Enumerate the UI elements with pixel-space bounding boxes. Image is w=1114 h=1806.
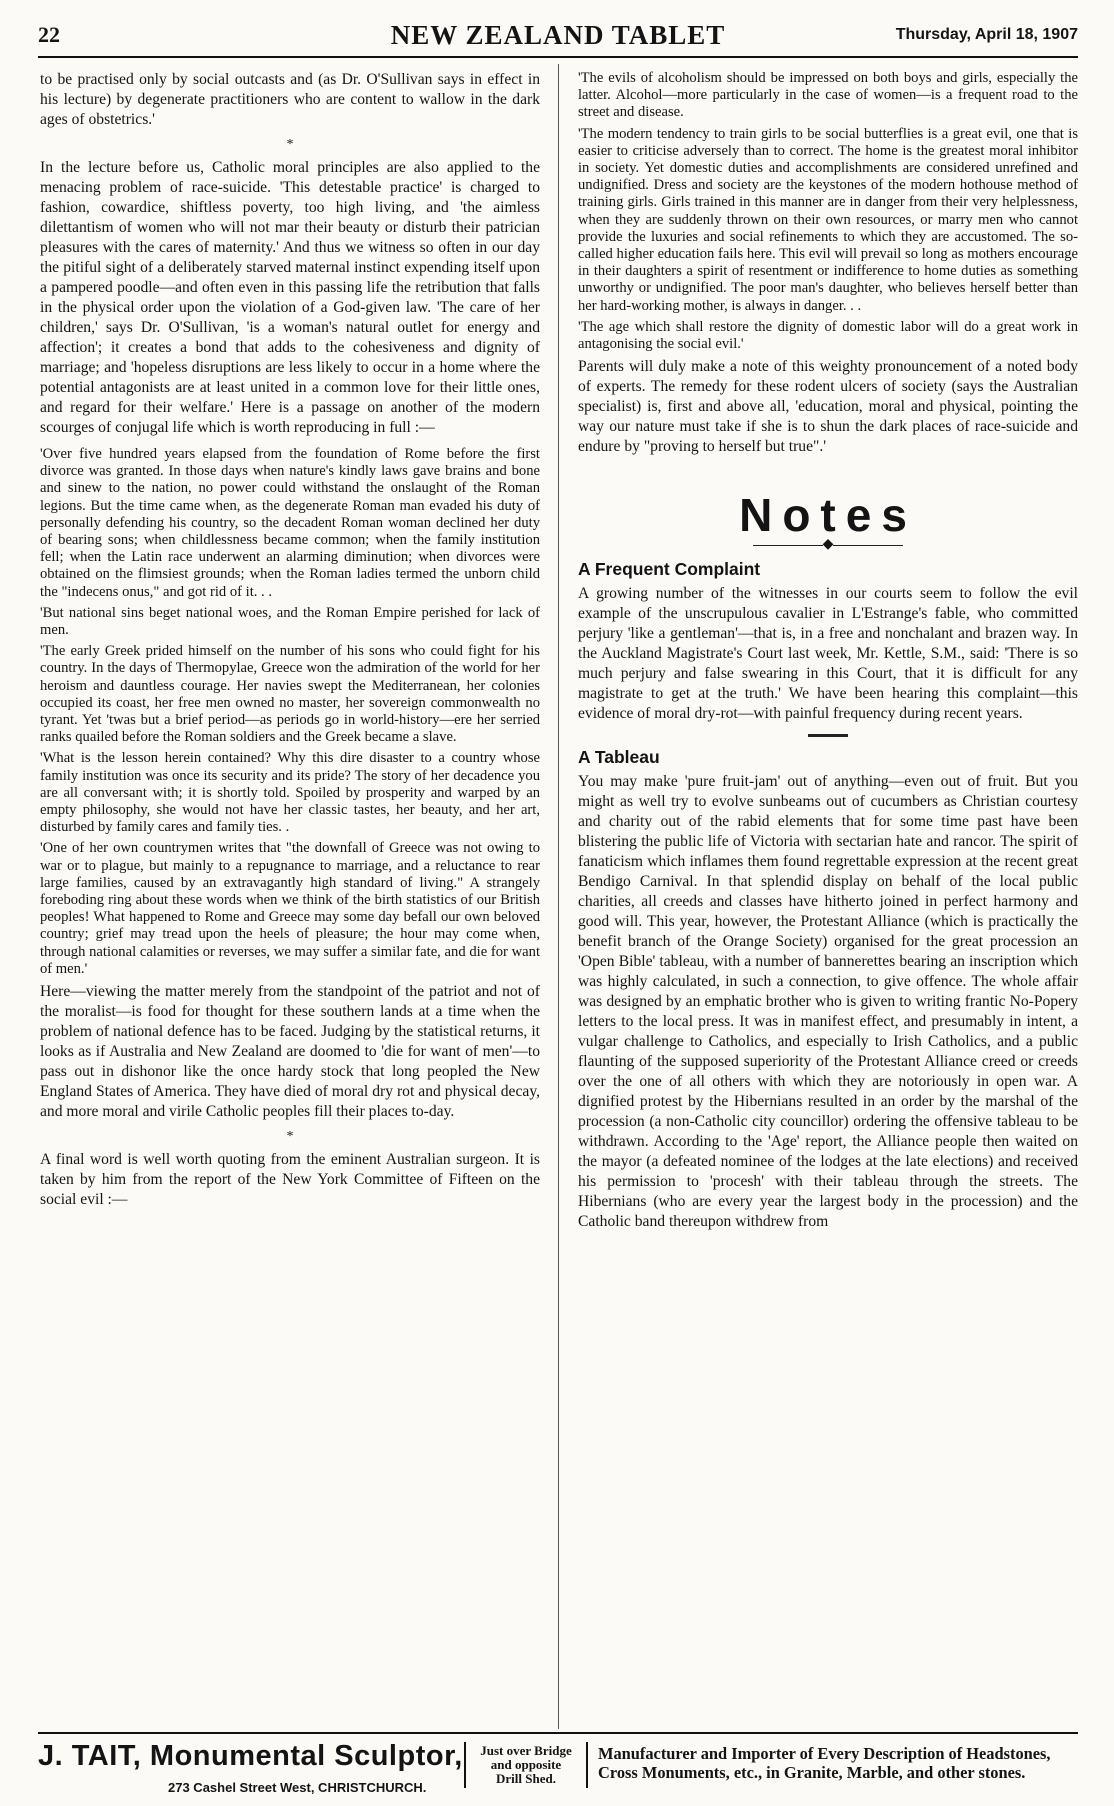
quote-paragraph: 'What is the lesson herein contained? Why this dire disaster to a country whose family institution was once its security and its pride? The story of her decadence you are all conversant with; it is shortly told. Spoiled by prosperity and warped by an empty philosophy, she would not have her classic tastes, her beauty, and her art, disturbed by family cares and family ties. . — [40, 750, 540, 836]
quote-paragraph: 'Over five hundred years elapsed from the foundation of Rome before the first divorce was granted. In those days when nature's kindly laws gave brains and bone and sinew to the nation, no power could withstand the onslaught of the Roman legions. But the time came when, as the degenerate Roman man evaded his duty of personally defending his country, so the decadent Roman woman declined her duty of bearing sons; when childlessness became common; when the family institution fell; when the Latin race underwent an alarming diminution; when divorces were obtained on the flimsiest grounds; when the Roman ladies termed the unborn child the "indecens onus," and got rid of it. . . — [40, 446, 540, 600]
issue-date: Thursday, April 18, 1907 — [895, 26, 1078, 43]
header-rule — [38, 56, 1078, 58]
paragraph: A final word is well worth quoting from the eminent Australian surgeon. It is taken by him from the report of the New York Committee of Fifteen on the social evil :— — [40, 1151, 540, 1209]
location-line: Just over Bridge — [480, 1743, 572, 1758]
notes-title: Notes — [739, 489, 917, 542]
paragraph: A growing number of the witnesses in our courts seem to follow the evil example of the unscrupulous cavalier in L'Estrange's fable, who committed perjury 'like a gentleman'—that is, in a free and nonchalant and brazen way. In the Auckland Magistrate's Court last week, Mr. Kettle, S.M., said: 'There is so much perjury and false swearing in this Court, that it is difficult for any magistrate to get at the truth.' We have been hearing this complaint—this evidence of moral dry-rot—with painful frequency during recent years. — [578, 585, 1078, 723]
section-break: * — [286, 1129, 294, 1145]
quote-paragraph: 'But national sins beget national woes, and the Roman Empire perished for lack of men. — [40, 604, 540, 639]
advertiser-description: Manufacturer and Importer of Every Description of Headstones, Cross Monuments, etc., in Granite, Marble, and other stones. — [598, 1744, 1051, 1782]
quote-paragraph: 'The evils of alcoholism should be impressed on both boys and girls, especially the latter. Alcohol—more particularly in the case of women—is a frequent road to the street and disease. — [578, 70, 1078, 121]
advertiser-name: J. TAIT, Monumental Sculptor, — [38, 1740, 463, 1772]
column-divider — [558, 64, 559, 1729]
paragraph: to be practised only by social outcasts and (as Dr. O'Sullivan says in effect in his lecture) by degenerate practitioners who are content to wallow in the dark ages of obstetrics.' — [40, 71, 540, 128]
paragraph: Parents will duly make a note of this weighty pronouncement of a noted body of experts. The remedy for these rodent ulcers of society (says the Australian specialist) is, first and above all, 'education, moral and physical, pointing the way our nature must take if she is to shun the dark places of race-suicide and endure by "proving to herself but true".' — [578, 358, 1078, 456]
left-column — [40, 70, 540, 1218]
right-column — [578, 70, 1078, 1240]
footer-rule — [38, 1732, 1078, 1734]
paragraph: Here—viewing the matter merely from the standpoint of the patriot and not of the moralist—is food for thought for these southern lands at a time when the problem of national defence has to be faced. Judging by the statistical returns, it looks as if Australia and New Zealand are doomed to 'die for want of men'—to pass out in dishonor like the once hardy stock that long peopled the New England States of America. They have died of moral dry rot and physical decay, and more moral and virile Catholic peoples fill their places to-day. — [40, 983, 540, 1121]
advertisement — [38, 1740, 1078, 1800]
quote-paragraph: 'The early Greek prided himself on the number of his sons who could fight for his country. In the days of Thermopylae, Greece won the admiration of the world for her heroism and dauntless courage. Her navies swept the Mediterranean, her colonies occupied its coast, her free men owned no master, her sovereign commonwealth no tyrant. Yet 'twas but a brief period—as periods go in world-history—ere her serried ranks quailed before the Roman soldiers and the Greek became a slave. — [40, 643, 540, 746]
page-number: 22 — [38, 22, 60, 47]
masthead-title: NEW ZEALAND TABLET — [390, 20, 726, 50]
article-heading: A Frequent Complaint — [578, 559, 761, 580]
article-heading: A Tableau — [578, 747, 660, 768]
quote-paragraph: 'The age which shall restore the dignity of domestic labor will do a great work in antagonising the social evil.' — [578, 318, 1078, 353]
ornament-divider-icon: ◆ — [578, 539, 1078, 551]
location-box — [464, 1742, 588, 1788]
page-header — [38, 20, 1078, 54]
location-line: and opposite — [490, 1757, 562, 1772]
quote-paragraph: 'One of her own countrymen writes that "the downfall of Greece was not owing to war or to plague, but mainly to a repugnance to marriage, and a reluctance to rear large families, caused by an extravagantly high standard of living." A strangely foreboding ring about these words when we think of the birth statistics of our British peoples! What happened to Rome and Greece may some day befall our own beloved country; grief may tread upon the heels of pleasure; the hour may come when, through national calamities or reverses, we may suffer a similar fate, and die for want of men.' — [40, 840, 540, 977]
advertiser-address: 273 Cashel Street West, CHRISTCHURCH. — [168, 1780, 427, 1795]
location-line: Drill Shed. — [496, 1771, 556, 1786]
section-break: * — [286, 137, 294, 152]
notes-heading — [578, 491, 1078, 551]
paragraph: In the lecture before us, Catholic moral principles are also applied to the menacing problem of race-suicide. 'This detestable practice' is charged to fashion, cowardice, shiftless poverty, too high living, and 'the aimless dilettantism of women who will not mar their beauty or disturb their patrician pleasures with the cares of maternity.' And thus we witness so often in our day the pitiful sight of a deliberately starved maternal instinct expending itself upon a pampered poodle—and often even in this passing life the retribution that falls in the physical order upon the violation of a God-given law. 'The care of her children,' says Dr. O'Sullivan, 'is a woman's natural outlet for energy and affection'; it creates a bond that adds to the cohesiveness and dignity of marriage; and 'hopeless disruptions are less likely to occur in a home where the potential antagonists are at least united in a common love for their little ones, and regard for their welfare.' Here is a passage on another of the modern scourges of conjugal life which is worth reproducing in full :— — [40, 159, 540, 436]
quote-paragraph: 'The modern tendency to train girls to be social butterflies is a great evil, one that is easier to criticise adversely than to correct. The home is the greatest moral inhibitor in society. Yet domestic duties and accomplishments are considered unrefined and undignified. Dress and society are the keystones of the modern hothouse method of training girls. Girls trained in this manner are in danger from their very helplessness, when they are suddenly thrown on their own resources, or marry men who cannot provide the luxuries and social refinements to which they are accustomed. The so-called higher education fails here. This evil will prevail so long as mothers encourage in their daughters a spirit of resentment or indifference to home duties as something unworthy or undignified. The poor man's daughter, who believes herself better than her hard-working mother, is always in danger. . . — [578, 125, 1078, 314]
paragraph: You may make 'pure fruit-jam' out of anything—even out of fruit. But you might as well try to evolve sunbeams out of cucumbers as Christian courtesy and charity out of the rabid elements that for some time past have been blistering the public life of Victoria with sectarian hate and rancor. The spirit of fanaticism which inflames them found regrettable expression at the recent great Bendigo Carnival. In that splendid display on behalf of the local public charities, all creeds and classes have hitherto joined in perfect harmony and good will. This year, however, the Protestant Alliance (which is practically the benefit branch of the Orange Society) organised for the great procession an 'Open Bible' tableau, with a number of bannerettes bearing an inscription which was highly calculated, in such a connection, to give offence. The whole affair was designed by an emphatic brother who is given to writing frantic No-Popery letters to the local press. It was in manifest effect, and presumably in intent, a vulgar challenge to Catholics, and especially to Irish Catholics, and a public flaunting of the supposed superiority of the Protestant Alliance creed or creeds over the one of all others with which they are notoriously in open war. A dignified protest by the Hibernians resulted in an order by the marshal of the procession (a non-Catholic city councillor) ordering the offensive tableau to be withdrawn. According to the 'Age' report, the Alliance people then waited on the mayor (a defeated nominee of the lodges at the late elections) and received his permission to 'procesh' with their tableau through the streets. The Hibernians (who are every year the largest body in the procession) and the Catholic band thereupon withdrew from — [578, 773, 1078, 1231]
short-rule — [808, 734, 848, 737]
